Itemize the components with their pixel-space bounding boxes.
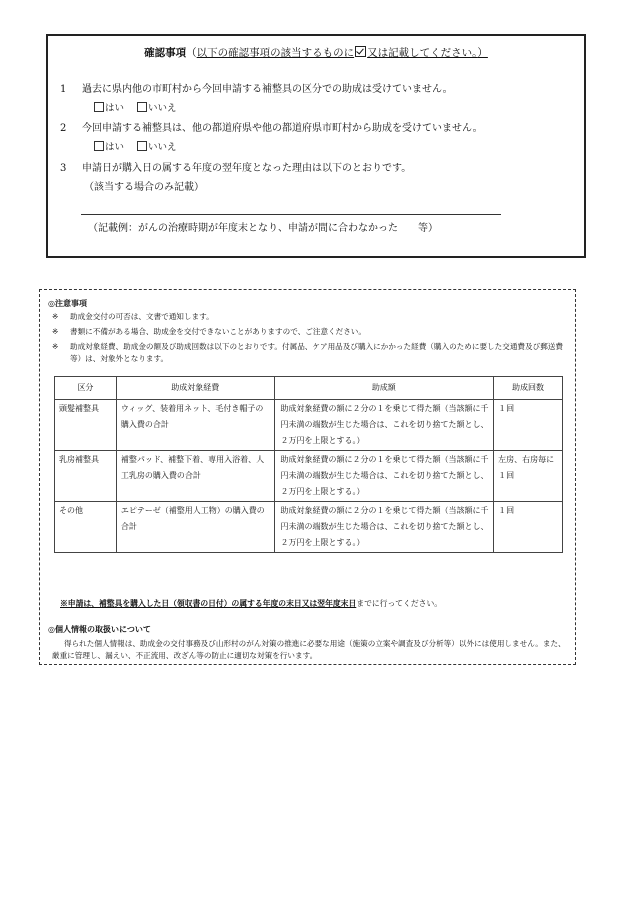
question-1-options bbox=[94, 102, 187, 115]
cell-amount: 助成対象経費の額に２分の１を乗じて得た額（当該額に千円未満の端数が生じた場合は、これを切り捨てた額とし、２万円を上限とする。） bbox=[274, 502, 494, 553]
question-3-note: （該当する場合のみ記載） bbox=[84, 182, 204, 193]
confirmation-title: 確認事項（以下の確認事項の該当するものに 又は記載してください。） bbox=[144, 47, 488, 59]
confirmation-box: 確認事項（以下の確認事項の該当するものに 又は記載してください。） 1 過去に県内他の市町村から今回申請する補整具の区分での助成は受けていません。 はい いいえ 2 今回申請する補整具は、他の都道府県や他の都道府県市町村から助成を受けていません。 はい いいえ 3 申請日が購入日の属する年度の翌年度となった理由は以下のとおりです。 （該当する場合のみ記載） （記載例：がんの治療時期が年度末となり、申請が間に合わなかった 等） bbox=[46, 34, 586, 258]
cell-count: １回 bbox=[494, 502, 563, 553]
q2-yes-checkbox[interactable]: はい bbox=[94, 141, 124, 154]
note-item: ※ 書類に不備がある場合、助成金を交付できないことがありますので、ご注意ください。 bbox=[52, 327, 366, 336]
checkmark-icon bbox=[355, 46, 366, 57]
question-2-options bbox=[94, 141, 187, 154]
q2-no-checkbox[interactable]: いいえ bbox=[137, 141, 177, 154]
col-header-expense: 助成対象経費 bbox=[116, 377, 274, 400]
example-text: （記載例：がんの治療時期が年度末となり、申請が間に合わなかった 等） bbox=[88, 223, 438, 234]
cell-expense: 補整パッド、補整下着、専用入浴着、人工乳房の購入費の合計 bbox=[116, 451, 274, 502]
cell-expense: ウィッグ、装着用ネット、毛付き帽子の購入費の合計 bbox=[116, 400, 274, 451]
notes-heading: ◎注意事項 bbox=[48, 298, 87, 308]
cell-category: 頭髪補整具 bbox=[55, 400, 117, 451]
table-row bbox=[55, 400, 563, 451]
reason-input-line[interactable] bbox=[81, 214, 501, 215]
cell-category: 乳房補整具 bbox=[55, 451, 117, 502]
privacy-heading: ◎個人情報の取扱いについて bbox=[48, 624, 151, 634]
q1-no-checkbox[interactable]: いいえ bbox=[137, 102, 177, 115]
col-header-count: 助成回数 bbox=[494, 377, 563, 400]
cell-count: 左房、右房毎に１回 bbox=[494, 451, 563, 502]
confirmation-instruction: 以下の確認事項の該当するものに 又は記載してください。） bbox=[196, 47, 488, 59]
application-deadline: ※申請は、補整具を購入した日（領収書の日付）の属する年度の末日又は翌年度末日までに行ってください。 bbox=[60, 599, 443, 608]
table-header-row bbox=[55, 377, 563, 400]
privacy-text: 得られた個人情報は、助成金の交付事務及び山形村のがん対策の推進に必要な用途（施策の立案や調査及び分析等）以外には使用しません。また、厳重に管理し、漏えい、不正流用、改ざん等の防止に適切な対策を行います。 bbox=[52, 639, 566, 660]
notes-box bbox=[39, 289, 576, 665]
cell-expense: エピテーゼ（補整用人工物）の購入費の合計 bbox=[116, 502, 274, 553]
note-item: ※ 助成金交付の可否は、文書で通知します。 bbox=[52, 312, 214, 321]
col-header-amount: 助成額 bbox=[274, 377, 494, 400]
q1-yes-checkbox[interactable]: はい bbox=[94, 102, 124, 115]
note-item: ※ 助成対象経費、助成金の額及び助成回数は以下のとおりです。付属品、ケア用品及び購入にかかった経費（購入のために要した交通費及び郵送費等）は、対象外となります。 bbox=[52, 342, 563, 363]
cell-amount: 助成対象経費の額に２分の１を乗じて得た額（当該額に千円未満の端数が生じた場合は、これを切り捨てた額とし、２万円を上限とする。） bbox=[274, 400, 494, 451]
confirmation-heading: 確認事項 bbox=[144, 47, 187, 59]
table-row bbox=[55, 451, 563, 502]
cell-count: １回 bbox=[494, 400, 563, 451]
col-header-category: 区分 bbox=[55, 377, 117, 400]
cell-category: その他 bbox=[55, 502, 117, 553]
cell-amount: 助成対象経費の額に２分の１を乗じて得た額（当該額に千円未満の端数が生じた場合は、これを切り捨てた額とし、２万円を上限とする。） bbox=[274, 451, 494, 502]
subsidy-table bbox=[54, 376, 563, 553]
table-row bbox=[55, 502, 563, 553]
